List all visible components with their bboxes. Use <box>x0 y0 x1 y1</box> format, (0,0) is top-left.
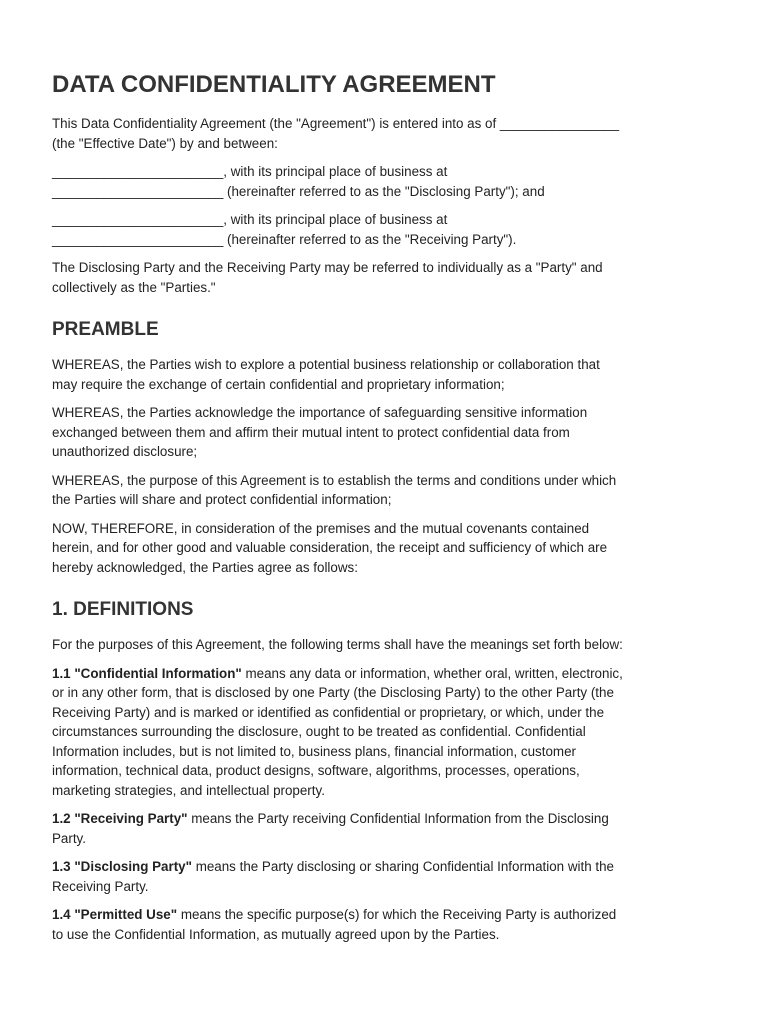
definition-1-1-line-6: information, technical data, product designs, software, algorithms, processes, operations, <box>52 763 580 778</box>
disclosing-party-paragraph <box>52 162 720 201</box>
now-therefore-paragraph <box>52 519 720 578</box>
definition-1-1-term: 1.1 "Confidential Information" <box>52 665 242 681</box>
definitions-heading: 1. DEFINITIONS <box>52 599 194 620</box>
now-therefore-line-2: herein, and for other good and valuable consideration, the receipt and sufficiency of which are <box>52 540 608 555</box>
receiving-party-paragraph <box>52 210 720 249</box>
now-therefore-line-3: hereby acknowledged, the Parties agree as follows: <box>52 559 358 575</box>
definition-1-3-line-2: Receiving Party. <box>52 878 149 894</box>
intro-line-2: (the "Effective Date") by and between: <box>52 135 278 151</box>
receiving-party-line-1: _______________________, with its principal place of business at <box>52 212 448 227</box>
definition-1-2-line-1: means the Party receiving Confidential Information from the Disclosing <box>187 811 609 826</box>
definition-1-1-line-7: marketing strategies, and intellectual property. <box>52 782 325 798</box>
definition-1-2-line-2: Party. <box>52 830 86 846</box>
definition-1-1-line-2: or in any other form, that is disclosed by one Party (the Disclosing Party) to the other Party (the <box>52 685 614 700</box>
definition-1-1-line-5: Information includes, but is not limited to, business plans, financial information, customer <box>52 743 576 759</box>
preamble-heading: PREAMBLE <box>52 319 159 340</box>
intro-paragraph <box>52 114 720 153</box>
disclosing-party-line-1: _______________________, with its principal place of business at <box>52 164 448 179</box>
whereas-2-line-3: unauthorized disclosure; <box>52 444 198 459</box>
receiving-party-line-2: _______________________ (hereinafter referred to as the "Receiving Party"). <box>52 231 517 247</box>
document-title: DATA CONFIDENTIALITY AGREEMENT <box>52 71 496 98</box>
definition-1-2-term: 1.2 "Receiving Party" <box>52 811 188 826</box>
whereas-3-line-1: WHEREAS, the purpose of this Agreement is to establish the terms and conditions under which <box>52 472 617 488</box>
disclosing-party-line-2: _______________________ (hereinafter referred to as the "Disclosing Party"); and <box>52 183 545 199</box>
now-therefore-line-1: NOW, THEREFORE, in consideration of the premises and the mutual covenants contained <box>52 520 590 536</box>
document-page <box>52 70 720 953</box>
definition-1-4 <box>52 905 720 944</box>
definition-1-4-line-2: to use the Confidential Information, as mutually agreed upon by the Parties. <box>52 926 500 942</box>
definition-1-2 <box>52 809 720 848</box>
definition-1-1-line-4: circumstances surrounding the disclosure, ought to be treated as confidential. Confidential <box>52 724 586 739</box>
definition-1-4-line-1: means the specific purpose(s) for which the Receiving Party is authorized <box>177 907 617 922</box>
parties-note-line-1: The Disclosing Party and the Receiving Party may be referred to individually as a "Party" and <box>52 260 603 275</box>
whereas-3-paragraph <box>52 471 720 510</box>
definition-1-1-line-3: Receiving Party) and is marked or identified as confidential or proprietary, or which, under the <box>52 704 605 720</box>
definition-1-3-line-1: means the Party disclosing or sharing Confidential Information with the <box>191 859 614 874</box>
whereas-1-line-2: may require the exchange of certain confidential and proprietary information; <box>52 376 505 392</box>
parties-note-line-2: collectively as the "Parties." <box>52 279 216 295</box>
whereas-2-line-1: WHEREAS, the Parties acknowledge the importance of safeguarding sensitive information <box>52 405 588 420</box>
parties-note-paragraph <box>52 258 720 297</box>
definitions-intro: For the purposes of this Agreement, the following terms shall have the meanings set forth below: <box>52 637 623 652</box>
whereas-3-line-2: the Parties will share and protect confidential information; <box>52 492 392 507</box>
whereas-2-paragraph <box>52 403 720 462</box>
definition-1-3-term: 1.3 "Disclosing Party" <box>52 859 192 874</box>
definition-1-4-term: 1.4 "Permitted Use" <box>52 907 178 922</box>
definition-1-3 <box>52 857 720 896</box>
definition-1-1 <box>52 664 720 801</box>
definition-1-1-line-1: means any data or information, whether oral, written, electronic, <box>241 665 623 681</box>
whereas-1-line-1: WHEREAS, the Parties wish to explore a potential business relationship or collaboration that <box>52 357 600 372</box>
intro-line-1: This Data Confidentiality Agreement (the "Agreement") is entered into as of ________________ <box>52 116 620 131</box>
whereas-1-paragraph <box>52 355 720 394</box>
whereas-2-line-2: exchanged between them and affirm their mutual intent to protect confidential data from <box>52 424 570 440</box>
